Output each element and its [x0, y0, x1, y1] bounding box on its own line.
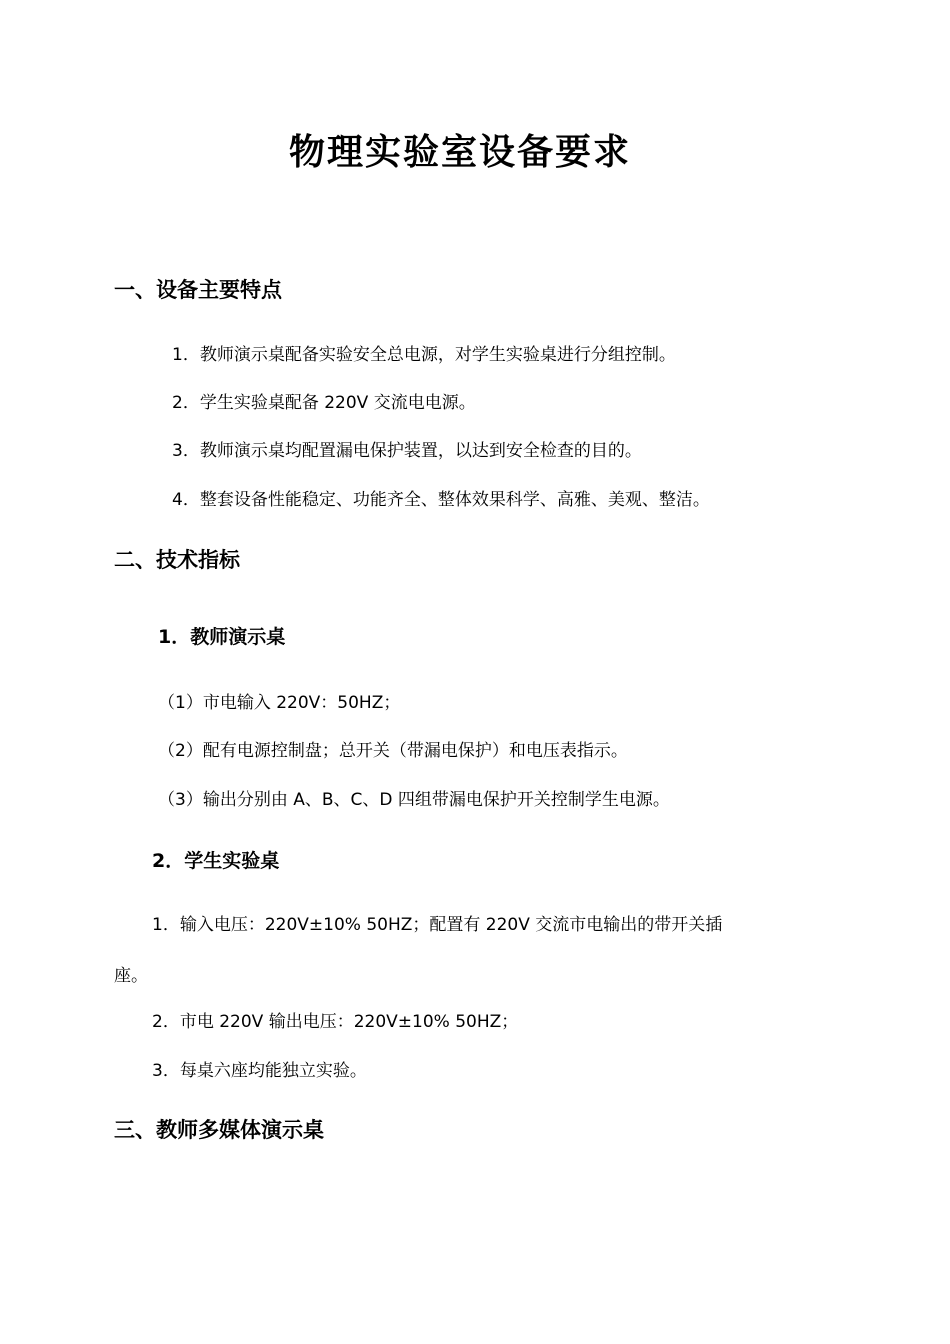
- subheading-teacher-desk: 1．教师演示桌: [158, 626, 286, 648]
- page-title: 物理实验室设备要求: [288, 131, 631, 173]
- teacher-desk-item-3: （3）输出分别由 A、B、C、D 四组带漏电保护开关控制学生电源。: [158, 790, 670, 810]
- subheading-student-desk: 2．学生实验桌: [152, 850, 280, 872]
- feature-item-2: 2．学生实验桌配备 220V 交流电电源。: [172, 393, 476, 413]
- feature-item-3: 3．教师演示桌均配置漏电保护装置，以达到安全检查的目的。: [172, 441, 642, 461]
- student-desk-item-1: 1．输入电压：220V±10% 50HZ；配置有 220V 交流市电输出的带开关插: [152, 915, 723, 935]
- teacher-desk-item-2: （2）配有电源控制盘；总开关（带漏电保护）和电压表指示。: [158, 741, 628, 761]
- student-desk-item-3: 3．每桌六座均能独立实验。: [152, 1061, 367, 1081]
- feature-item-1: 1．教师演示桌配备实验安全总电源，对学生实验桌进行分组控制。: [172, 345, 676, 365]
- section-heading-features: 一、设备主要特点: [114, 278, 282, 302]
- section-heading-multimedia: 三、教师多媒体演示桌: [114, 1118, 324, 1142]
- teacher-desk-item-1: （1）市电输入 220V：50HZ；: [158, 693, 401, 713]
- student-desk-item-2: 2．市电 220V 输出电压：220V±10% 50HZ；: [152, 1012, 519, 1032]
- section-heading-specs: 二、技术指标: [114, 548, 240, 572]
- feature-item-4: 4．整套设备性能稳定、功能齐全、整体效果科学、高雅、美观、整洁。: [172, 490, 710, 510]
- student-desk-item-1-continued: 座。: [114, 966, 148, 986]
